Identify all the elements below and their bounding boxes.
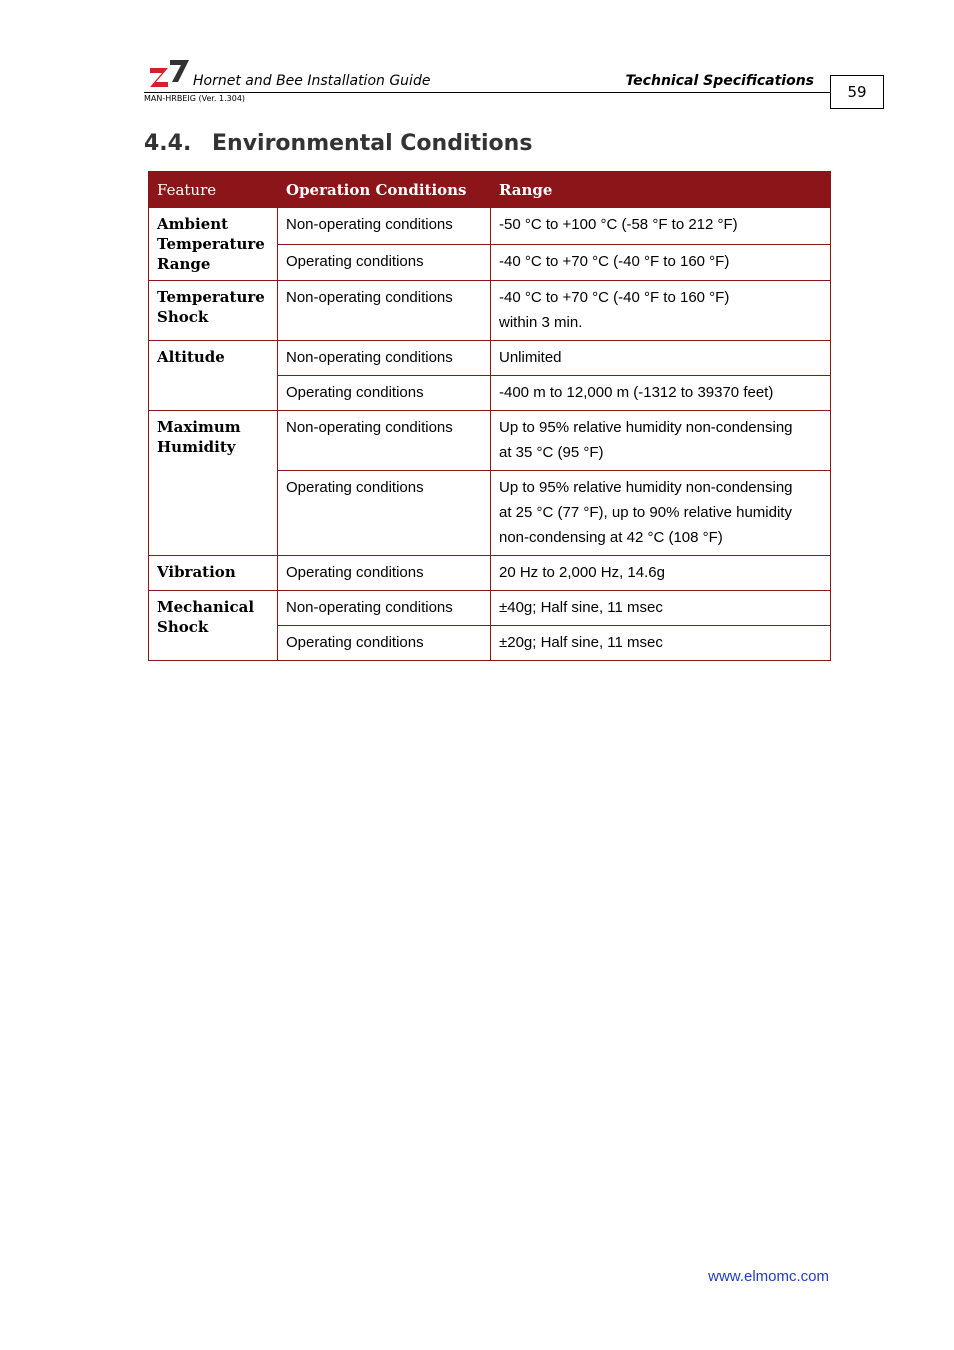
feature-cell: Maximum Humidity: [149, 411, 278, 556]
range-line: -40 °C to +70 °C (-40 °F to 160 °F): [499, 252, 730, 270]
section-heading-text: Environmental Conditions: [212, 131, 533, 156]
range-cell: [491, 281, 831, 341]
range-line: at 25 °C (77 °F), up to 90% relative humidity: [499, 504, 792, 521]
feature-cell: Altitude: [149, 341, 278, 411]
range-line: ±40g; Half sine, 11 msec: [499, 599, 663, 616]
range-cell: [491, 591, 831, 626]
range-line: Up to 95% relative humidity non-condensing: [499, 479, 793, 496]
section-number: 4.4.: [144, 131, 192, 156]
table-header-row: [149, 172, 831, 208]
condition-cell: Non-operating conditions: [278, 411, 491, 471]
feature-cell: Vibration: [149, 556, 278, 591]
range-cell: [491, 626, 831, 661]
condition-cell: Non-operating conditions: [278, 208, 491, 245]
chapter-title: Technical Specifications: [625, 73, 814, 89]
condition-cell: Operating conditions: [278, 556, 491, 591]
document-title: Hornet and Bee Installation Guide: [193, 73, 431, 89]
column-header-feature: Feature: [149, 172, 278, 208]
range-cell: [491, 208, 831, 245]
condition-cell: Operating conditions: [278, 626, 491, 661]
environmental-conditions-table: [148, 171, 831, 661]
table-row: [149, 208, 831, 245]
range-line: Unlimited: [499, 349, 562, 366]
feature-cell: Mechanical Shock: [149, 591, 278, 661]
condition-cell: Operating conditions: [278, 376, 491, 411]
section-heading: [144, 131, 532, 156]
website-link[interactable]: www.elmomc.com: [708, 1268, 829, 1285]
range-line: -50 °C to +100 °C (-58 °F to 212 °F): [499, 216, 738, 233]
range-line: ±20g; Half sine, 11 msec: [499, 634, 663, 651]
range-line: -400 m to 12,000 m (-1312 to 39370 feet): [499, 384, 774, 401]
range-cell: [491, 471, 831, 556]
document-version: MAN-HRBEIG (Ver. 1.304): [144, 94, 246, 103]
table-row: [149, 281, 831, 341]
condition-cell: Non-operating conditions: [278, 341, 491, 376]
table-row: [149, 556, 831, 591]
table-row: [149, 591, 831, 626]
table-body: [149, 208, 831, 661]
range-line: within 3 min.: [499, 314, 583, 331]
column-header-operation-conditions: Operation Conditions: [278, 172, 491, 208]
range-line: -40 °C to +70 °C (-40 °F to 160 °F): [499, 289, 730, 306]
range-line: at 35 °C (95 °F): [499, 444, 604, 461]
range-line: 20 Hz to 2,000 Hz, 14.6g: [499, 564, 665, 581]
feature-cell: Ambient Temperature Range: [149, 208, 278, 281]
range-line: non-condensing at 42 °C (108 °F): [499, 529, 723, 546]
page-number: 59: [830, 75, 884, 109]
column-header-range: Range: [491, 172, 831, 208]
table-row: [149, 341, 831, 376]
range-cell: [491, 376, 831, 411]
header-rule: [144, 92, 831, 93]
elmo-logo-icon: [148, 58, 190, 88]
table-row: [149, 411, 831, 471]
range-line: Up to 95% relative humidity non-condensing: [499, 419, 793, 436]
range-cell: [491, 341, 831, 376]
range-cell: [491, 244, 831, 281]
condition-cell: Operating conditions: [278, 471, 491, 556]
condition-cell: Non-operating conditions: [278, 591, 491, 626]
range-cell: [491, 411, 831, 471]
condition-cell: Operating conditions: [278, 244, 491, 281]
range-cell: [491, 556, 831, 591]
condition-cell: Non-operating conditions: [278, 281, 491, 341]
page-header: [0, 0, 954, 120]
feature-cell: Temperature Shock: [149, 281, 278, 341]
